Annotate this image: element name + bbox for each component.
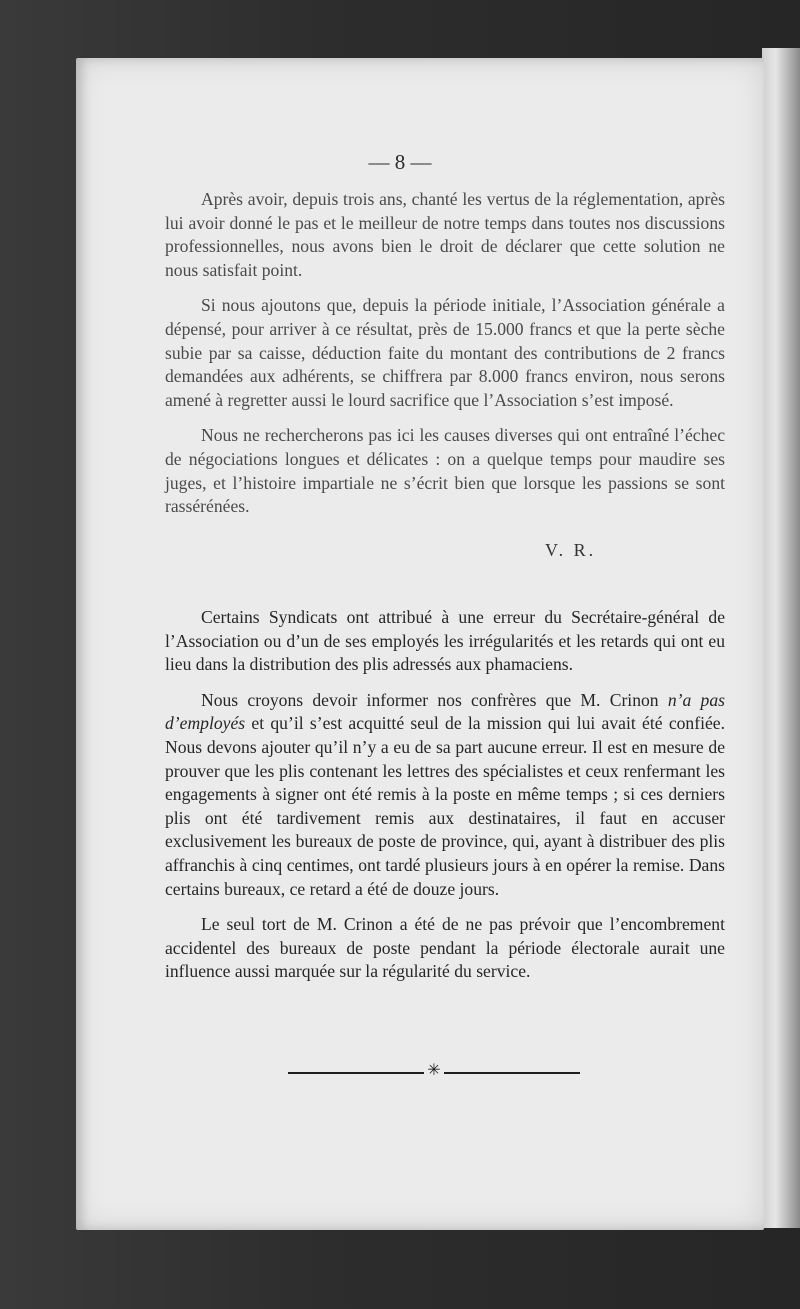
divider-line-left: [288, 1072, 424, 1074]
asterisk-ornament-icon: ✳: [427, 1062, 441, 1079]
paragraph-3: Nous ne rechercherons pas ici les causes diverses qui ont entraîné l’échec de négociations longues et délicates : on a quelque temps pour maudire ses juges, et l’histoire impartiale ne s’écrit bien que lorsque les passions se sont rassérénées.: [165, 425, 725, 517]
paragraph-2: Si nous ajoutons que, depuis la période initiale, l’Association générale a dépensé, pour arriver à ce résultat, près de 15.000 francs et que la perte sèche subie par sa caisse, déduction faite du montant des contributions de 2 francs demandées aux adhérents, se chiffrera par 8.000 francs environ, nous serons amené à regretter aussi le lourd sacrifice que l’Association s’est imposé.: [165, 295, 725, 410]
page-number: — 8 —: [368, 150, 432, 174]
section-divider: [288, 1062, 580, 1080]
divider-line-right: [444, 1072, 580, 1074]
paragraph-5-end: et qu’il s’est acquitté seul de la mission qui lui avait été confiée. Nous devons ajouter qu’il n’y a eu de sa part aucune erreur. Il est en mesure de prouver que les plis contenant les lettres des spécialistes et ceux renfermant les engagements à signer ont été remis à la poste en même temps ; si ces derniers plis ont été tardivement remis aux destinataires, il faut en accuser exclusivement les bureaux de poste de province, qui, ayant à distribuer des plis affranchis à cinq centimes, ont tardé plusieurs jours à en opérer la remise. Dans certains bureaux, ce retard a été de douze jours.: [165, 713, 725, 899]
paragraph-5-italic: n’a pas d’employés: [165, 689, 725, 734]
paragraph-4: Certains Syndicats ont attribué à une erreur du Secrétaire-général de l’Association ou d’un de ses employés les irrégularités et les retards qui ont eu lieu dans la distribution des plis adressés aux phamaciens.: [165, 607, 725, 675]
section-regulation-text: [165, 188, 725, 531]
paragraph-6: Le seul tort de M. Crinon a été de ne pas prévoir que l’encombrement accidentel des bureaux de poste pendant la période électorale aurait une influence aussi marquée sur la régularité du service.: [165, 914, 725, 982]
paragraph-5-start: Nous croyons devoir informer nos confrères que M. Crinon: [201, 689, 668, 710]
section-distribution-text: [165, 606, 725, 996]
paragraph-5: [165, 689, 725, 901]
author-signature: V. R.: [545, 540, 597, 560]
next-page-edge: [762, 48, 800, 1228]
paragraph-1: Après avoir, depuis trois ans, chanté les vertus de la réglementation, après lui avoir donné le pas et le meilleur de notre temps dans toutes nos discussions professionnelles, nous avons bien le droit de déclarer que cette solution ne nous satisfait point.: [165, 189, 725, 280]
